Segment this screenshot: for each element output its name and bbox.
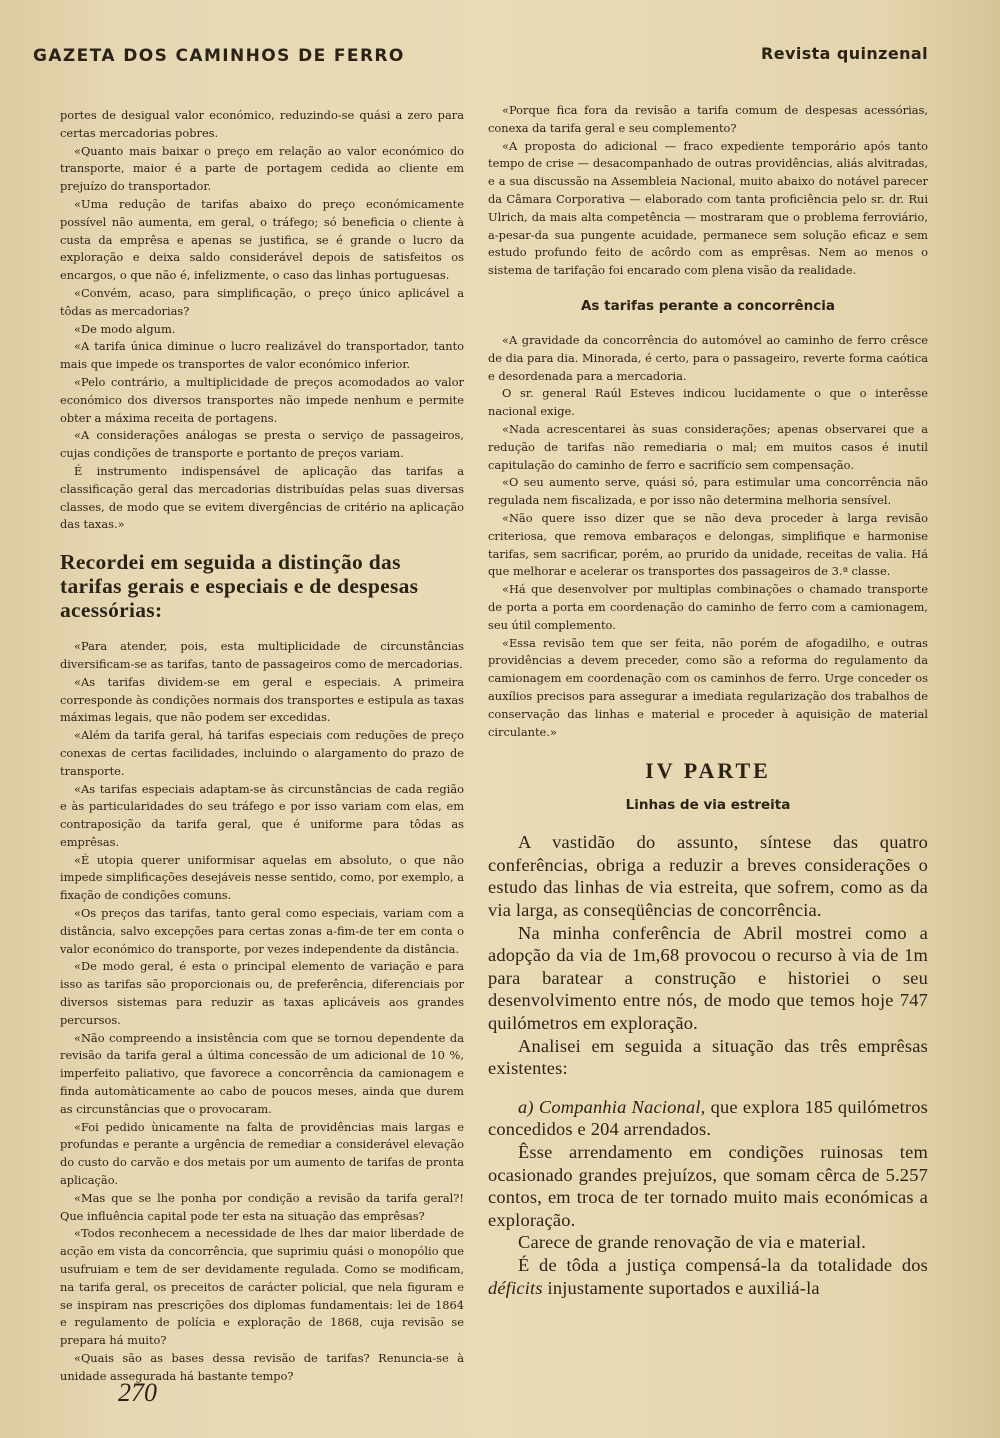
paragraph: «Para atender, pois, esta multiplicidade de circunstâncias diversificam-se as tarifas, tanto de passageiros como de mercadorias.	[60, 639, 464, 671]
paragraph: «Convém, acaso, para simplificação, o preço único aplicável a tôdas as mercadorias?	[60, 285, 464, 318]
paragraph: «Não quere isso dizer que se não deva proceder à larga revisão criteriosa, que remova embaraços e delongas, simplifique e harmonise tarifas, sem sacrificar, porém, ao prurido da unidade, receitas de valia. Há que melhorar e acelerar os transportes dos passageiros de 3.ª classe.	[488, 510, 928, 579]
paragraph: Analisei em seguida a situação das três emprêsas existentes:	[488, 1035, 928, 1079]
last-text-end: injustamente suportados e auxiliá-la	[542, 1277, 820, 1298]
paragraph: É instrumento indispensável de aplicação das tarifas a classificação geral das mercadorias distribuídas pelas suas diversas classes, de modo que se evitem divergências de critério na aplicação das taxas.»	[60, 463, 464, 532]
paragraph: «Mas que se lhe ponha por condição a revisão da tarifa geral?! Que influência capital pode ter esta na situação das emprêsas?	[60, 1190, 464, 1223]
paragraph: «Quais são as bases dessa revisão de tarifas? Renuncia-se à unidade assegurada há bastante tempo?	[60, 1351, 464, 1383]
paragraph: «Essa revisão tem que ser feita, não porém de afogadilho, e outras providências a devem preceder, como são a reforma do regulamento da camionagem em coordenação com os caminhos de ferro. Urge conceder os auxílios precisos para assegurar a imediata regularização dos trabalhos de conservação das linhas e material e proceder à aquisição de material circulante.»	[488, 635, 928, 739]
paragraph: portes de desigual valor económico, reduzindo-se quási a zero para certas mercadorias pobres.	[60, 108, 464, 140]
paragraph: «Não compreendo a insistência com que se tornou dependente da revisão da tarifa geral a última concessão de um adicional de 10 %, imperfeito paliativo, que favorece a concorrência da camionagem e finda automàticamente ao cabo de poucos meses, ainda que durem as circunstâncias que o provocaram.	[60, 1030, 464, 1116]
paragraph: «De modo algum.	[74, 321, 176, 336]
spacer	[488, 815, 928, 831]
paragraph: O sr. general Raúl Esteves indicou lucidamente o que o interêsse nacional exige.	[488, 386, 928, 419]
journal-subtitle: Revista quinzenal	[761, 44, 928, 63]
left-section-body	[60, 638, 464, 1385]
part-body	[488, 831, 928, 1299]
paragraph: «A tarifa única diminue o lucro realizável do transportador, tanto mais que impede os transportes de valor económico inferior.	[60, 339, 464, 372]
company-paragraph	[488, 1096, 928, 1141]
page-number: 270	[118, 1378, 157, 1407]
part-title: IV PARTE	[645, 758, 771, 784]
part-subtitle: Linhas de via estreita	[625, 797, 791, 814]
concorrencia-body	[488, 332, 928, 741]
left-column	[60, 107, 464, 1383]
paragraph: «A proposta do adicional — fraco expediente temporário após tanto tempo de crise — desacompanhado de outras providências, aliás alvitradas, e a sua discussão na Assembleia Nacional, muito abaixo do notável parecer da Câmara Corporativa — elaborado com tanta proficiência pelo sr. dr. Rui Ulrich, da mais alta competência — mostraram que o problema ferroviário, a-pesar-da sua pungente acuidade, permanece sem solução eficaz e sem estudo profundo feito de acôrdo com as emprêsas. Nem ao menos o sistema de tarifação foi encarado com plena visão da realidade.	[488, 138, 928, 278]
right-column	[488, 102, 928, 1392]
spacer	[488, 741, 928, 757]
paragraph: «Nada acrescentarei às suas considerações; apenas observarei que a redução de tarifas não remediaria o mal; em muitos casos é inutil capitulação do caminho de ferro e sacrifício sem compensação.	[488, 421, 928, 472]
spacer	[60, 622, 464, 638]
left-intro	[60, 107, 464, 534]
last-paragraph	[488, 1254, 928, 1299]
paragraph: «Quanto mais baixar o preço em relação ao valor económico do transporte, maior é a parte de portagem cedida ao cliente em prejuízo do transportador.	[60, 143, 464, 194]
spacer	[60, 534, 464, 550]
paragraph: «De modo geral, é esta o principal elemento de variação e para isso as tarifas são proporcionais ou, de preferência, diferenciais por diversos sistemas para reduzir as taxas aplicáveis aos grandes percursos.	[60, 959, 464, 1027]
journal-title: GAZETA DOS CAMINHOS DE FERRO	[33, 46, 405, 66]
paragraph: Êsse arrendamento em condições ruinosas tem ocasionado grandes prejuízos, que somam cêrca de 5.257 contos, em troca de ter tornado muito mais económicas a exploração.	[488, 1142, 928, 1230]
subheading-concorrencia: As tarifas perante a concorrência	[580, 297, 836, 314]
company-text: que explora 185 quilómetros concedidos e 204 arrendados.	[488, 1096, 928, 1140]
paragraph: «Pelo contrário, a multiplicidade de preços acomodados ao valor económico dos diversos transportes não impede nenhum e permite obter a máxima receita de portagens.	[60, 374, 464, 425]
paragraph: «Há que desenvolver por multiplas combinações o chamado transporte de porta a porta em coordenação do caminho de ferro com a camionagem, seu útil complemento.	[488, 582, 928, 632]
spacer	[488, 785, 928, 795]
deficits-word: déficits	[488, 1277, 543, 1298]
paragraph: «Todos reconhecem a necessidade de lhes dar maior liberdade de acção em vista da concorrência, que suprimiu quási o monopólio que usufruiam e tem de ser devidamente regulada. Como se modificam, na tarifa geral, os preceitos de carácter policial, que nela figuram e se inspiram nas prescrições dos diplomas fundamentais: lei de 1864 e regulamento de polícia e exploração de 1868, cuja revisão se prepara há muito?	[60, 1226, 464, 1348]
paragraph: «Porque fica fora da revisão a tarifa comum de despesas acessórias, conexa da tarifa geral e seu complemento?	[488, 103, 928, 135]
paragraph: «A gravidade da concorrência do automóvel ao caminho de ferro crêsce de dia para dia. Minorada, é certo, para o passageiro, reverte forma caótica e desordenada para a mercadoria.	[488, 332, 928, 383]
paragraph: «O seu aumento serve, quási só, para estimular uma concorrência não regulada nem fiscalizada, e por isso não determina melhoria sensível.	[488, 475, 928, 508]
paragraph: «Uma redução de tarifas abaixo do preço económicamente possível não aumenta, em geral, o tráfego; só beneficia o cliente à custa da emprêsa e apenas se justifica, se é grande o lucro da exploração e deixa saldo considerável depois de satisfeitos os encargos, o que não é, infelizmente, o caso das linhas portuguesas.	[60, 196, 464, 283]
company-name: a) Companhia Nacional,	[518, 1096, 706, 1117]
spacer	[488, 280, 928, 296]
paragraph: Carece de grande renovação de via e material.	[518, 1232, 867, 1253]
paragraph: «Os preços das tarifas, tanto geral como especiais, variam com a distância, salvo excepções para certas zonas a-fim-de ter em conta o valor económico do transporte, por vezes independente da distância.	[60, 906, 464, 956]
right-intro	[488, 102, 928, 280]
last-text-start: É de tôda a justiça compensá-la da totalidade dos	[518, 1254, 928, 1275]
spacer	[488, 316, 928, 332]
paragraph: «Além da tarifa geral, há tarifas especiais com reduções de preço conexas de certas facilidades, incluindo o alargamento do prazo de transporte.	[60, 728, 464, 778]
spacer	[488, 1080, 928, 1096]
paragraph: «As tarifas dividem-se em geral e especiais. A primeira corresponde às condições normais dos transportes e estipula as taxas máximas legais, que não podem ser excedidas.	[60, 674, 464, 725]
paragraph: A vastidão do assunto, síntese das quatro conferências, obriga a reduzir a breves considerações o estudo das linhas de via estreita, que sofrem, como as da via larga, as conseqüências de concorrência.	[488, 832, 928, 921]
paragraph: «A considerações análogas se presta o serviço de passageiros, cujas condições de transporte e portanto de preços variam.	[60, 428, 464, 461]
section-title: Recordei em seguida a distinção das tarifas gerais e especiais e de despesas acessórias:	[60, 550, 419, 623]
paragraph: «As tarifas especiais adaptam-se às circunstâncias de cada região e às particularidades do seu tráfego e por isso variam com elas, em contraposição da tarifa geral, que é uniforme para tôdas as emprêsas.	[60, 781, 464, 849]
paragraph: «Foi pedido ùnicamente na falta de providências mais largas e profundas e perante a urgência de remediar a considerável elevação do custo do carvão e dos metais por um aumento de tarifas de pronta aplicação.	[60, 1119, 464, 1188]
paragraph: «É utopia querer uniformisar aquelas em absoluto, o que não impede simplificações desejáveis nesse sentido, como, por exemplo, a fixação de condições comuns.	[60, 852, 464, 903]
paragraph: Na minha conferência de Abril mostrei como a adopção da via de 1m,68 provocou o recurso à via de 1m para baratear a construção e historiei o seu desenvolvimento entre nós, de modo que temos hoje 747 quilómetros em exploração.	[488, 922, 928, 1034]
